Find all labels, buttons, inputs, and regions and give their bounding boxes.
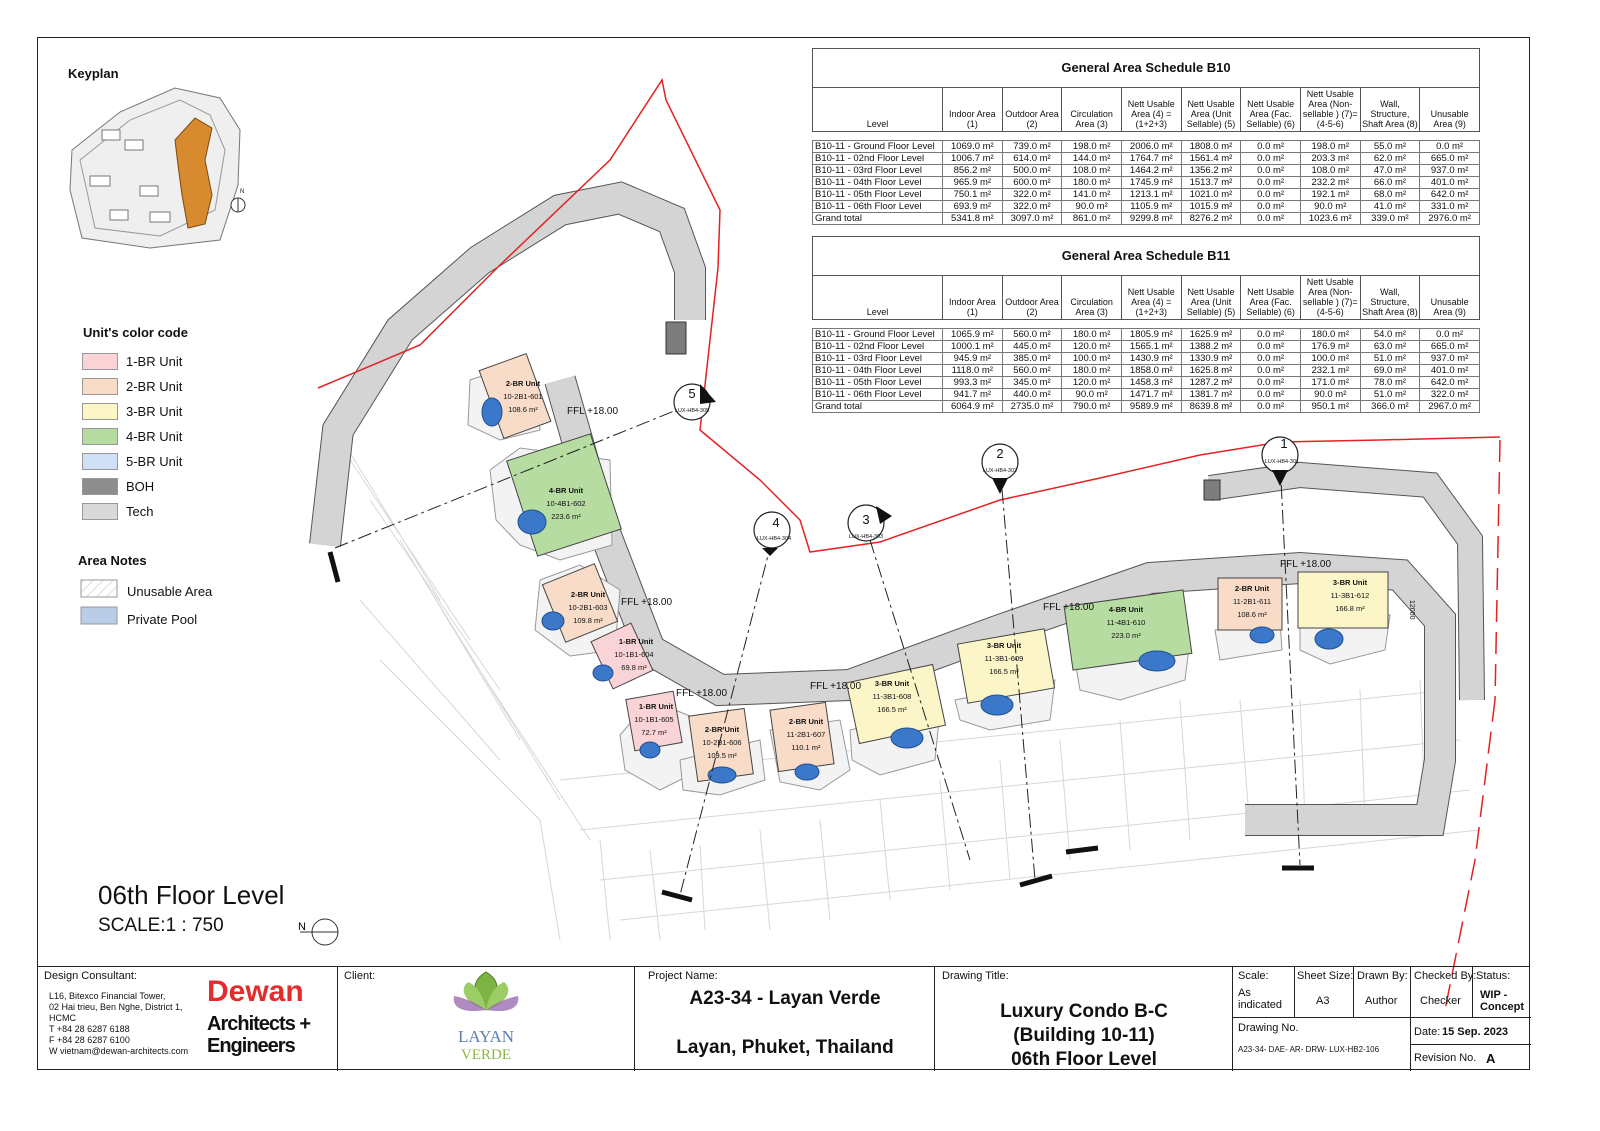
schedule-column-header: Outdoor Area (2) (1002, 88, 1062, 132)
drawing-scale: SCALE:1 : 750 (98, 915, 224, 936)
table-cell: 0.0 m² (1241, 141, 1301, 153)
table-cell: 0.0 m² (1241, 153, 1301, 165)
table-cell: 51.0 m² (1360, 389, 1420, 401)
project-cell (634, 967, 934, 1071)
schedule-column-header: Nett Usable Area (Fac. Sellable) (6) (1241, 276, 1301, 320)
project-location: Layan, Phuket, Thailand (676, 1037, 894, 1058)
client-cell (337, 967, 634, 1071)
table-cell: 0.0 m² (1241, 213, 1301, 225)
table-cell: 560.0 m² (1002, 365, 1062, 377)
table-cell: 5341.8 m² (943, 213, 1003, 225)
table-cell: 2967.0 m² (1420, 401, 1480, 413)
table-cell: B10-11 - 06th Floor Level (813, 389, 943, 401)
schedule-column-header: Wall, Structure, Shaft Area (8) (1360, 88, 1420, 132)
table-row (813, 153, 1480, 165)
table-cell: B10-11 - 05th Floor Level (813, 377, 943, 389)
unit-type: 3-BR Unit (874, 679, 910, 688)
table-cell: 100.0 m² (1300, 353, 1360, 365)
table-cell: 1006.7 m² (943, 153, 1003, 165)
unit-area: 110.1 m² (791, 743, 821, 752)
note-unusable: Unusable Area (127, 584, 213, 599)
checked-by-label: Checked By: (1414, 970, 1477, 982)
scale-value: As indicated (1238, 987, 1283, 1011)
table-cell: 198.0 m² (1300, 141, 1360, 153)
table-cell: 1464.2 m² (1121, 165, 1181, 177)
table-cell: 1356.2 m² (1181, 165, 1241, 177)
dimension-label: 12000 (1408, 600, 1415, 620)
table-cell: B10-11 - 02nd Floor Level (813, 153, 943, 165)
dewan-logo-line3: Engineers (207, 1035, 295, 1057)
unit-code: 11-3B1-609 (984, 654, 1024, 663)
schedule-b10 (812, 48, 1480, 225)
schedule-b11 (812, 236, 1480, 413)
ffl-label: FFL +18.00 (810, 681, 862, 692)
table-cell: 385.0 m² (1002, 353, 1062, 365)
legend-item: 3-BR Unit (82, 403, 182, 420)
unit-code: 11-2B1-607 (786, 730, 826, 739)
table-cell: 90.0 m² (1062, 201, 1122, 213)
table-cell: B10-11 - 03rd Floor Level (813, 353, 943, 365)
schedule-column-header: Nett Usable Area (Unit Sellable) (5) (1181, 276, 1241, 320)
table-row (813, 329, 1480, 341)
legend-title: Unit's color code (83, 325, 188, 340)
table-cell: 1015.9 m² (1181, 201, 1241, 213)
revision-label: Revision No. (1414, 1052, 1477, 1064)
table-cell: 3097.0 m² (1002, 213, 1062, 225)
table-cell: 0.0 m² (1241, 377, 1301, 389)
drawing-no-label: Drawing No. (1238, 1022, 1299, 1034)
unit-code: 11-3B1-612 (1330, 591, 1370, 600)
north-arrow (298, 919, 338, 945)
legend-item: 4-BR Unit (82, 428, 182, 445)
table-cell: 78.0 m² (1360, 377, 1420, 389)
unit-code: 10-2B1-601 (503, 392, 543, 401)
table-cell: 55.0 m² (1360, 141, 1420, 153)
status-value: WIP - Concept (1480, 989, 1524, 1013)
unit-code: 10-2B1-606 (702, 738, 742, 747)
table-cell: 1388.2 m² (1181, 341, 1241, 353)
unit-area: 166.5 m² (989, 667, 1019, 676)
table-cell: 331.0 m² (1420, 201, 1480, 213)
schedule-column-header: Nett Usable Area (Non-sellable ) (7)=(4-5-6) (1300, 88, 1360, 132)
table-cell: 965.9 m² (943, 177, 1003, 189)
unit-area: 108.6 m² (1237, 610, 1267, 619)
table-cell: 1805.9 m² (1121, 329, 1181, 341)
table-cell: 180.0 m² (1062, 177, 1122, 189)
unit-type: 3-BR Unit (986, 641, 1022, 650)
table-cell: B10-11 - Ground Floor Level (813, 141, 943, 153)
floor-name: 06th Floor Level (98, 880, 285, 910)
schedule-title: General Area Schedule B10 (812, 48, 1480, 87)
drawing-title-2: (Building 10-11) (1013, 1025, 1155, 1046)
table-row (813, 141, 1480, 153)
table-cell: 0.0 m² (1241, 365, 1301, 377)
table-cell: 750.1 m² (943, 189, 1003, 201)
table-cell: 108.0 m² (1062, 165, 1122, 177)
unit-area: 223.6 m² (551, 512, 581, 521)
table-cell: 1808.0 m² (1181, 141, 1241, 153)
schedule-column-header: Nett Usable Area (Non-sellable ) (7)=(4-5-6) (1300, 276, 1360, 320)
table-cell: 180.0 m² (1062, 329, 1122, 341)
client-label: Client: (344, 970, 376, 982)
unit-area: 223.0 m² (1111, 631, 1141, 640)
table-cell: 1471.7 m² (1121, 389, 1181, 401)
table-cell: 0.0 m² (1420, 141, 1480, 153)
schedule-column-header: Indoor Area (1) (943, 276, 1003, 320)
table-cell: 1330.9 m² (1181, 353, 1241, 365)
schedule-title: General Area Schedule B11 (812, 236, 1480, 275)
table-cell: B10-11 - 04th Floor Level (813, 365, 943, 377)
table-cell: 950.1 m² (1300, 401, 1360, 413)
table-cell: 1764.7 m² (1121, 153, 1181, 165)
status-label: Status: (1476, 970, 1511, 982)
table-cell: 120.0 m² (1062, 341, 1122, 353)
table-row (813, 177, 1480, 189)
table-cell: 69.0 m² (1360, 365, 1420, 377)
schedule-column-header: Nett Usable Area (4) = (1+2+3) (1121, 88, 1181, 132)
drawing-title-label: Drawing Title: (942, 970, 1009, 982)
unit-code: 11-3B1-608 (872, 692, 912, 701)
table-cell: 1858.0 m² (1121, 365, 1181, 377)
table-cell: B10-11 - 04th Floor Level (813, 177, 943, 189)
table-cell: 322.0 m² (1420, 389, 1480, 401)
table-cell: B10-11 - 03rd Floor Level (813, 165, 943, 177)
table-cell: 141.0 m² (1062, 189, 1122, 201)
pool-swatch (81, 607, 117, 624)
table-cell: B10-11 - 02nd Floor Level (813, 341, 943, 353)
unit-type: 2-BR Unit (1234, 584, 1270, 593)
section-num-4: 4 (772, 515, 780, 530)
unusable-swatch (81, 580, 117, 597)
table-cell: 1565.1 m² (1121, 341, 1181, 353)
unit-type: 1-BR Unit (618, 637, 654, 646)
legend-item: 2-BR Unit (82, 378, 182, 395)
drawing-no: A23-34- DAE- AR- DRW- LUX-HB2-106 (1238, 1045, 1380, 1054)
unit-code: 10-4B1-602 (546, 499, 586, 508)
table-cell: 232.2 m² (1300, 177, 1360, 189)
schedule-column-header: Level (813, 88, 943, 132)
table-cell: 63.0 m² (1360, 341, 1420, 353)
unit-code: 11-2B1-611 (1232, 597, 1272, 606)
consultant-address: L16, Bitexco Financial Tower, 02 Hai trieu, Ben Nghe, District 1, HCMC T +84 28 6287 6188 F +84 28 6287 6100 W vietnam@dewan-architects.com (49, 991, 189, 1056)
drawing-title-cell (934, 967, 1232, 1071)
legend-item: 5-BR Unit (82, 453, 182, 470)
unit-type: 2-BR Unit (788, 717, 824, 726)
table-cell: 90.0 m² (1062, 389, 1122, 401)
table-cell: 1287.2 m² (1181, 377, 1241, 389)
section-ref-4: LUX-HB4-304 (756, 536, 792, 542)
table-row (813, 189, 1480, 201)
table-cell: 232.1 m² (1300, 365, 1360, 377)
table-cell: 192.1 m² (1300, 189, 1360, 201)
table-cell: 9589.9 m² (1121, 401, 1181, 413)
table-cell: Grand total (813, 401, 943, 413)
schedule-column-header: Nett Usable Area (Fac. Sellable) (6) (1241, 88, 1301, 132)
table-cell: 41.0 m² (1360, 201, 1420, 213)
schedule-column-header: Outdoor Area (2) (1002, 276, 1062, 320)
section-num-2: 2 (996, 446, 1004, 461)
unit-type: 3-BR Unit (1332, 578, 1368, 587)
unit-type: 2-BR Unit (505, 379, 541, 388)
table-cell: 0.0 m² (1241, 165, 1301, 177)
section-ref-3: LUX-HB4-303 (848, 534, 884, 540)
unit-area: 109.5 m² (707, 751, 737, 760)
schedule-column-header: Nett Usable Area (Unit Sellable) (5) (1181, 88, 1241, 132)
note-pool: Private Pool (127, 612, 198, 627)
table-cell: 0.0 m² (1420, 329, 1480, 341)
table-cell: 993.3 m² (943, 377, 1003, 389)
legend-item: BOH (82, 478, 154, 495)
client-logo-text: LAYAN (457, 1027, 515, 1046)
table-cell: 345.0 m² (1002, 377, 1062, 389)
table-row (813, 377, 1480, 389)
table-cell: 1213.1 m² (1121, 189, 1181, 201)
table-cell: B10-11 - 05th Floor Level (813, 189, 943, 201)
table-cell: 366.0 m² (1360, 401, 1420, 413)
table-cell: 6064.9 m² (943, 401, 1003, 413)
unit-type: 4-BR Unit (1108, 605, 1144, 614)
table-row (813, 165, 1480, 177)
table-cell: 560.0 m² (1002, 329, 1062, 341)
table-cell: 945.9 m² (943, 353, 1003, 365)
table-cell: 0.0 m² (1241, 201, 1301, 213)
revision-value: A (1486, 1051, 1496, 1066)
sheet-size: A3 (1316, 995, 1330, 1007)
table-cell: 9299.8 m² (1121, 213, 1181, 225)
unit-area: 108.6 m² (508, 405, 538, 414)
table-cell: 600.0 m² (1002, 177, 1062, 189)
table-cell: 861.0 m² (1062, 213, 1122, 225)
table-cell: 440.0 m² (1002, 389, 1062, 401)
schedule-column-header: Indoor Area (1) (943, 88, 1003, 132)
table-cell: 108.0 m² (1300, 165, 1360, 177)
schedule-column-header: Nett Usable Area (4) = (1+2+3) (1121, 276, 1181, 320)
schedule-column-header: Wall, Structure, Shaft Area (8) (1360, 276, 1420, 320)
table-cell: 2976.0 m² (1420, 213, 1480, 225)
table-cell: 1458.3 m² (1121, 377, 1181, 389)
table-cell: 0.0 m² (1241, 389, 1301, 401)
unit-type: 4-BR Unit (548, 486, 584, 495)
drawn-by-label: Drawn By: (1357, 970, 1408, 982)
table-cell: 0.0 m² (1241, 329, 1301, 341)
unit-code: 10-1B1-605 (634, 715, 674, 724)
table-cell: 665.0 m² (1420, 153, 1480, 165)
table-cell: 1065.9 m² (943, 329, 1003, 341)
table-cell: 1430.9 m² (1121, 353, 1181, 365)
table-cell: Grand total (813, 213, 943, 225)
table-row (813, 389, 1480, 401)
dewan-logo-line2: Architects + (207, 1013, 311, 1035)
unit-area: 69.8 m² (621, 663, 647, 672)
table-cell: 665.0 m² (1420, 341, 1480, 353)
table-cell: 856.2 m² (943, 165, 1003, 177)
table-cell: 180.0 m² (1300, 329, 1360, 341)
section-num-1: 1 (1280, 436, 1288, 451)
table-cell: 171.0 m² (1300, 377, 1360, 389)
keyplan-map (70, 88, 245, 248)
title-block (37, 966, 1530, 1071)
unit-code: 11-4B1-610 (1106, 618, 1146, 627)
table-cell: 203.3 m² (1300, 153, 1360, 165)
schedule-column-header: Unusable Area (9) (1420, 88, 1480, 132)
project-label: Project Name: (648, 970, 718, 982)
table-row (813, 213, 1480, 225)
table-cell: 614.0 m² (1002, 153, 1062, 165)
ffl-label: FFL +18.00 (676, 688, 728, 699)
table-cell: 642.0 m² (1420, 189, 1480, 201)
unit-code: 10-1B1-604 (614, 650, 654, 659)
table-cell: 0.0 m² (1241, 341, 1301, 353)
ffl-label: FFL +18.00 (1043, 602, 1095, 613)
north-label: N (298, 921, 306, 933)
section-ref-1: LUX-HB4-301 (1264, 459, 1300, 465)
table-cell: 937.0 m² (1420, 165, 1480, 177)
table-cell: 1000.1 m² (943, 341, 1003, 353)
table-cell: B10-11 - 06th Floor Level (813, 201, 943, 213)
table-cell: 1625.8 m² (1181, 365, 1241, 377)
table-cell: 1069.0 m² (943, 141, 1003, 153)
table-cell: 401.0 m² (1420, 177, 1480, 189)
table-cell: 1513.7 m² (1181, 177, 1241, 189)
date-value: 15 Sep. 2023 (1442, 1026, 1509, 1038)
table-cell: 693.9 m² (943, 201, 1003, 213)
dewan-logo: Dewan (207, 975, 304, 1008)
table-cell: 198.0 m² (1062, 141, 1122, 153)
table-cell: 1561.4 m² (1181, 153, 1241, 165)
table-cell: 2735.0 m² (1002, 401, 1062, 413)
table-cell: 1745.9 m² (1121, 177, 1181, 189)
table-cell: 642.0 m² (1420, 377, 1480, 389)
table-cell: 68.0 m² (1360, 189, 1420, 201)
table-cell: 1118.0 m² (943, 365, 1003, 377)
legend-item: 1-BR Unit (82, 353, 182, 370)
table-cell: 500.0 m² (1002, 165, 1062, 177)
date-label: Date: (1414, 1026, 1441, 1038)
table-cell: 322.0 m² (1002, 201, 1062, 213)
checked-by: Checker (1420, 995, 1461, 1007)
legend-item: Tech (82, 503, 153, 520)
ffl-label: FFL +18.00 (1280, 559, 1332, 570)
schedule-column-header: Circulation Area (3) (1062, 88, 1122, 132)
table-cell: 2006.0 m² (1121, 141, 1181, 153)
section-ref-5: LUX-HB4-305 (674, 408, 710, 414)
keyplan-north: N (240, 189, 245, 195)
schedule-column-header: Unusable Area (9) (1420, 276, 1480, 320)
table-row (813, 201, 1480, 213)
unit-area: 166.8 m² (1335, 604, 1365, 613)
table-cell: 0.0 m² (1241, 189, 1301, 201)
table-cell: 8276.2 m² (1181, 213, 1241, 225)
unit-area: 72.7 m² (641, 728, 667, 737)
table-cell: 90.0 m² (1300, 389, 1360, 401)
section-num-5: 5 (688, 386, 696, 401)
unit-type: 2-BR Unit (570, 590, 606, 599)
table-cell: 339.0 m² (1360, 213, 1420, 225)
table-cell: 739.0 m² (1002, 141, 1062, 153)
table-cell: 0.0 m² (1241, 177, 1301, 189)
table-cell: 322.0 m² (1002, 189, 1062, 201)
table-cell: 401.0 m² (1420, 365, 1480, 377)
drawing-title-3: 06th Floor Level (1011, 1049, 1157, 1070)
table-cell: 1105.9 m² (1121, 201, 1181, 213)
table-cell: 1021.0 m² (1181, 189, 1241, 201)
table-cell: 66.0 m² (1360, 177, 1420, 189)
table-cell: 51.0 m² (1360, 353, 1420, 365)
table-cell: 1625.9 m² (1181, 329, 1241, 341)
table-row (813, 365, 1480, 377)
table-cell: 790.0 m² (1062, 401, 1122, 413)
section-num-3: 3 (862, 512, 870, 527)
table-cell: 90.0 m² (1300, 201, 1360, 213)
table-cell: 120.0 m² (1062, 377, 1122, 389)
table-cell: 176.9 m² (1300, 341, 1360, 353)
table-cell: 180.0 m² (1062, 365, 1122, 377)
table-cell: 445.0 m² (1002, 341, 1062, 353)
keyplan-title: Keyplan (68, 66, 119, 81)
table-cell: 0.0 m² (1241, 353, 1301, 365)
table-cell: 1381.7 m² (1181, 389, 1241, 401)
boh-block (666, 322, 686, 354)
unit-type: 1-BR Unit (638, 702, 674, 711)
drawing-title-1: Luxury Condo B-C (1000, 1001, 1168, 1022)
unit-area: 109.8 m² (573, 616, 603, 625)
project-name: A23-34 - Layan Verde (689, 988, 881, 1009)
section-ref-2: LUX-HB4-302 (982, 468, 1018, 474)
table-cell: 47.0 m² (1360, 165, 1420, 177)
table-row (813, 341, 1480, 353)
unit-code: 10-2B1-603 (568, 603, 608, 612)
table-cell: 941.7 m² (943, 389, 1003, 401)
info-cell (1232, 967, 1530, 1071)
table-cell: 62.0 m² (1360, 153, 1420, 165)
notes-title: Area Notes (78, 553, 147, 568)
ffl-label: FFL +18.00 (567, 406, 619, 417)
drawn-by: Author (1365, 995, 1398, 1007)
scale-label: Scale: (1238, 970, 1269, 982)
table-cell: 0.0 m² (1241, 401, 1301, 413)
unit-area: 166.5 m² (877, 705, 907, 714)
table-cell: 937.0 m² (1420, 353, 1480, 365)
ffl-label: FFL +18.00 (621, 597, 673, 608)
schedule-column-header: Level (813, 276, 943, 320)
client-logo-text2: VERDE (461, 1047, 511, 1063)
table-cell: 1023.6 m² (1300, 213, 1360, 225)
design-consultant-label: Design Consultant: (44, 970, 137, 982)
sheet-size-label: Sheet Size: (1297, 970, 1354, 982)
table-cell: 144.0 m² (1062, 153, 1122, 165)
table-cell: 100.0 m² (1062, 353, 1122, 365)
table-cell: B10-11 - Ground Floor Level (813, 329, 943, 341)
table-cell: 8639.8 m² (1181, 401, 1241, 413)
schedule-column-header: Circulation Area (3) (1062, 276, 1122, 320)
table-row (813, 401, 1480, 413)
unit-type: 2-BR Unit (704, 725, 740, 734)
table-cell: 54.0 m² (1360, 329, 1420, 341)
table-row (813, 353, 1480, 365)
